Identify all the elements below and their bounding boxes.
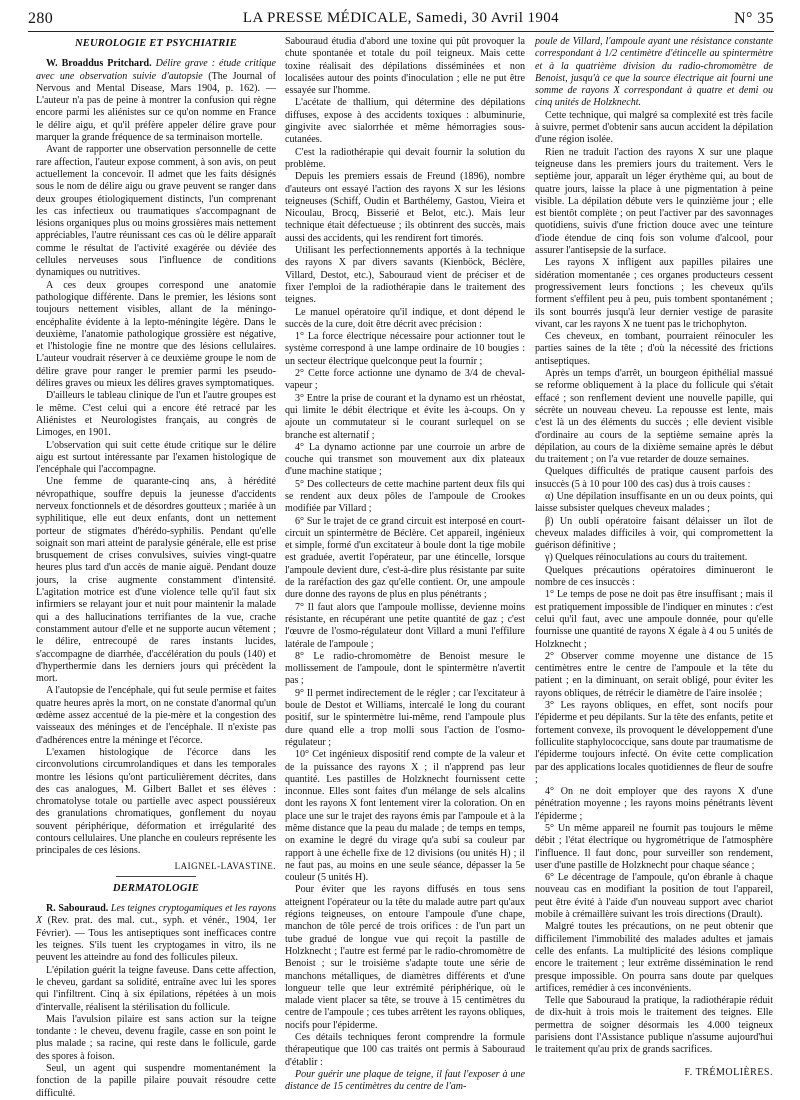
column-1	[36, 36, 277, 1099]
paragraph: Utilisant les perfectionnements apportés à la technique des rayons X par divers savants (Kienböck, Béclère, Villard, Destot, etc.), Sabouraud vient de préciser et de fixer l'emploi de la radiothérapie dans le traitement des teignes.	[285, 245, 525, 306]
paragraph: 1° Le temps de pose ne doit pas être insuffisant ; mais il est pratiquement impossible de l'indiquer en minutes : c'est celui qu'il faut, avec une ampoule donnée, pour qu'elle fournisse une quantité de rayons X égale à 4 ou 5 unités de Holzknecht ;	[535, 589, 773, 650]
paragraph: Depuis les premiers essais de Freund (1896), nombre d'auteurs ont essayé l'action des rayons X sur les lésions teigneuses (Schiff, Oudin et Barthélemy, Gastou, Vieira et Nicoulau, Brocq, Bisserié et Belot, etc.). Mais leur technique était défectueuse ; ils obtinrent des succès, mais aussi des accidents, qui les rendirent fort timorés.	[285, 171, 525, 244]
paragraph: 6° Sur le trajet de ce grand circuit est interposé en court-circuit un spintermètre de Béclère. Cet appareil, ingénieux et simple, formé d'un excitateur à boule dont la tige mobile est graduée, avertit l'opérateur, par une étincelle, lorsque l'ampoule devient dure, c'est-à-dire plus résistante par suite de la raréfaction des gaz qu'elle contient. Or, une ampoule dure donne des rayons de plus en plus pénétrants ;	[285, 515, 525, 601]
paragraph: Pour guérir une plaque de teigne, il faut l'exposer à une distance de 15 centimètres du centre de l'am-	[285, 1068, 525, 1093]
paragraph: Après un temps d'arrêt, un bourgeon épithélial massué se reforme obliquement à la place du follicule qui s'était effacé ; son renflement devient une nouvelle papille, qui sécrète un nouveau cheveu. La repousse est lente, mais c'est là un des éléments du succès ; elle devient visible d'ordinaire au cours de la septième semaine après la dépilation, au cours de la dixième semaine après le début du traitement ; on l'a vue retarder de douze semaines.	[535, 368, 773, 466]
section-heading: DERMATOLOGIE	[112, 882, 200, 894]
paragraph: A ces deux groupes correspond une anatomie pathologique différente. Dans le premier, les lésions sont toujours nettement visibles, allant de la méningo-encéphalite évidente à la lepto-méningite légère. Dans le deuxième, l'anatomie pathologique grossière est négative, et l'histologie fine ne montre que des lésions cellulaires. L'auteur voudrait réserver à ce deuxième groupe le nom de délire grave pour ranger le premier parmi les pseudo-délires graves ou mieux les délires graves symptomatiques.	[36, 279, 276, 390]
signature: LAIGNEL-LAVASTINE.	[174, 860, 276, 871]
paragraph: Le manuel opératoire qu'il indique, et dont dépend le succès de la cure, doit être décrit avec précision :	[285, 306, 525, 330]
ref-title: Les teignes cryptogamiques et les rayons X	[36, 903, 276, 927]
page-header	[28, 10, 774, 30]
paragraph: 8° Le radio-chromomètre de Benoist mesure le mollissement de l'ampoule, dont le spintermètre n'avertit pas ;	[285, 650, 525, 687]
paragraph: Une femme de quarante-cinq ans, à hérédité névropathique, souffre depuis la jeunesse d'accidents nerveux fonctionnels et de désordres goutteux ; mariée à un syphilitique, elle eut deux enfants, dont un nettement porteur de stigmates d'hérédo-syphilis. Pendant qu'elle soignait son mari atteint de paralysie générale, elle est prise brusquement de crises convulsives, suivies vingt-quatre heures plus tard d'un accès de manie aiguë. Pendant douze jours, la crise augmente constamment d'intensité. L'agitation motrice est d'une violence telle qu'il faut six infirmiers se relayant jour et nuit pour maintenir la malade qui a des hallucinations terrifiantes de la vue, crache constamment autour d'elle et ne supporte aucun vêtement ; le délire, entrecoupé de rares instants lucides, s'accompagne de diarrhée, d'accélération du pouls (140) et d'hyperthermie dans les derniers jours qui précèdent la mort.	[36, 476, 276, 685]
paragraph: 5° Un même appareil ne fournit pas toujours le même débit ; l'état électrique ou hygrométrique de l'atmosphère l'influence. Il faut donc, pour surveiller son rendement, user d'une pastille de Holzknecht pour chaque séance ;	[535, 823, 773, 871]
paragraph: Quelques difficultés de pratique causent parfois des insuccès (5 à 10 pour 100 des cas) dus à trois causes :	[535, 466, 773, 490]
paragraph: A l'autopsie de l'encéphale, qui fut seule permise et faites quatre heures après la mort, on ne constate d'anormal qu'un œdème assez accentué de la pie-mère et la congestion des vaisseaux des méninges et de l'encéphale. Il n'existe pas d'adhérences entre la méninge et l'écorce.	[36, 685, 276, 746]
paragraph: 9° Il permet indirectement de le régler ; car l'excitateur à boule de Destot et Williams, intercalé le long du courant positif, sur le spintermètre lui-même, rend l'ampoule plus dure quand elle a trop molli sous l'action de l'osmo-régulateur ;	[285, 687, 525, 748]
paragraph: 4° On ne doit employer que des rayons X d'une pénétration moyenne ; les rayons moins pénétrants lèvent l'épiderme ;	[535, 786, 773, 822]
page-number: 280	[28, 10, 54, 27]
paragraph: 7° Il faut alors que l'ampoule mollisse, devienne moins résistante, en récupérant une petite quantité de gaz ; c'est l'œuvre de l'osmo-régulateur dont Villard a muni l'effilure latérale de l'ampoule ;	[285, 601, 525, 650]
header-rule	[28, 31, 774, 32]
paragraph: 10° Cet ingénieux dispositif rend compte de la valeur et de la puissance des rayons X ; il n'apprend pas leur quantité. Les pastilles de Holzknecht fournissent cette inconnue. Elles sont faites d'un mélange de sels alcalins dont les rayons X font lentement virer la coloration. On en place une sur le trajet des rayons émis par l'ampoule et à la même distance que la peau du malade ; de temps en temps, on examine le degré du virage qu'a subi sa couleur par rapport à une échelle fixe de 12 divisions (ou unités H) ; il ne faut pas, au moins en une seule séance, dépasser la 5e couleur (5 unités H).	[285, 749, 525, 884]
paragraph: 5° Des collecteurs de cette machine partent deux fils qui se rendent aux deux pôles de l'ampoule de Crookes modifiée par Villard ;	[285, 478, 525, 515]
paragraph: 2° Observer comme moyenne une distance de 15 centimètres entre le centre de l'ampoule et la tête du patient ; en la diminuant, on serait obligé, pour éviter les rayons obliques, de rétrécir le diamètre de l'aire insolée ;	[535, 650, 773, 699]
paragraph: 3° Entre la prise de courant et la dynamo est un rhéostat, qui limite le débit électrique et évite les à-coups. On y ajoute un commutateur si le courant surlequel on se branche est alternatif ;	[285, 392, 525, 441]
paragraph: Pour éviter que les rayons diffusés en tous sens atteignent l'opérateur ou la tête du malade autre part qu'aux régions teigneuses, on entoure l'ampoule d'une chape, manchon de tôle percé de trois orifices : de l'un part un tube gradué de longue vue qui reçoit la pastille de Holzknecht ; l'autre est fermé par le radio-chromomètre de Benoist ; sur le troisième s'adapte toute une série de manchons métalliques, de diamètres différents et d'une longueur telle que leur extrémité périphérique, où le malade vient placer sa tête, se trouve à 15 centimètres du centre de l'ampoule ; ces tubes arrêtent les rayons obliques, nocifs pour l'épiderme.	[285, 884, 525, 1031]
paragraph: 2° Cette force actionne une dynamo de 3/4 de cheval-vapeur ;	[285, 368, 525, 392]
paragraph: Cette technique, qui malgré sa complexité est très facile à suivre, permet d'obtenir sans aucun accident la dépilation d'une région isolée.	[535, 109, 773, 146]
column-3	[535, 36, 773, 1076]
paragraph: Mais l'avulsion pilaire est sans action sur la teigne tondante : le cheveu, devenu fragile, casse en son point le plus malade ; sa racine, qui reste dans le follicule, garde des spores à foison.	[36, 1013, 276, 1062]
paragraph: Seul, un agent qui suspendre momentanément la fonction de la papille pilaire pouvait résoudre cette difficulté.	[36, 1063, 276, 1099]
paragraph: 1° La force électrique nécessaire pour actionner tout le système correspond à une lampe ordinaire de 10 bougies : un secteur électrique quelconque peut la fournir ;	[285, 331, 525, 367]
ref-title: Délire grave : étude critique avec une observation suivie d'autopsie	[36, 58, 276, 82]
ref-author: W. Broaddus Pritchard.	[46, 58, 152, 70]
section-divider	[116, 876, 196, 877]
paragraph: L'examen histologique de l'écorce dans les circonvolutions circumrolandiques et dans les temporales montre les lésions qu'ont particulièrement décrites, dans des cas analogues, M. Gilbert Ballet et ses élèves : chromatolyse totale ou partielle avec aspect poussiéreux des granulations chromatiques, gonflement du noyau souvent périphérique, déformation et irrégularité des contours cellulaires. Une planche en couleurs représente les principales de ces lésions.	[36, 746, 276, 857]
reference-entry	[36, 903, 276, 964]
paragraph: Quelques précautions opératoires diminueront le nombre de ces insuccès :	[535, 564, 773, 589]
paragraph: Les rayons X infligent aux papilles pilaires une sidération momentanée ; ces organes producteurs cessent progressivement leurs fonctions ; les cheveux qu'ils forment s'effilent peu à peu, puis tombent spontanément ; ils sont bourrés jusqu'à leur dernier vestige de parasite vivant, car les rayons X ne tuent pas le trichophyton.	[535, 257, 773, 330]
paragraph: Sabouraud étudia d'abord une toxine qui pût provoquer la chute spontanée et totale du poil teigneux. Mais cette toxine réalisait des dépilations disséminées et non localisées autour des points d'inoculation ; elle ne put être essayée sur l'homme.	[285, 36, 525, 97]
ref-text: (Rev. prat. des mal. cut., syph. et vénér., 1904, 1er Février). — Tous les antiseptiques sont inefficaces contre les teignes. S'ils tuent les cryptogames in vitro, ils ne peuvent les atteindre au fond des follicules pileux.	[36, 915, 276, 964]
paragraph: L'observation qui suit cette étude critique sur le délire aigu est surtout intéressante par l'examen histologique de l'encéphale qui l'accompagne.	[36, 439, 276, 476]
paragraph: β) Un oubli opératoire faisant délaisser un îlot de cheveux malades difficiles à voir, qui compromettent la guérison définitive ;	[535, 515, 773, 552]
column-2	[285, 36, 525, 1093]
paragraph: 4° La dynamo actionne par une courroie un arbre de couche qui transmet son mouvement aux dix plateaux d'une machine statique ;	[285, 441, 525, 478]
section-heading: NEUROLOGIE ET PSYCHIATRIE	[75, 38, 237, 49]
paragraph: α) Une dépilation insuffisante en un ou deux points, qui laisse subsister quelques cheveux malades ;	[535, 490, 773, 515]
paragraph: poule de Villard, l'ampoule ayant une résistance constante correspondant à 1/2 centimètre d'étincelle au spintermètre et à la quatrième division du radio-chromomètre de Benoist, jusqu'à ce que la source électrique ait fourni une somme de rayons X correspondant à quatre et demi ou cinq unités de Holzknecht.	[535, 36, 773, 109]
paragraph: 6° Le décentrage de l'ampoule, qu'on ébranle à chaque nouveau cas en modifiant la position de tout l'appareil, peut être évité à l'aide d'un nouveau support avec chariot mobile à crémaillère suivant les trois directions (Drault).	[535, 872, 773, 921]
journal-title: LA PRESSE MÉDICALE, Samedi, 30 Avril 1904	[242, 10, 560, 26]
paragraph: C'est la radiothérapie qui devait fournir la solution du problème.	[285, 146, 525, 170]
paragraph: Telle que Sabouraud la pratique, la radiothérapie réduit de dix-huit à trois mois le traitement des teignes. Elle permettra de soigner désormais les 4.000 teigneux parisiens dont l'Assistance publique n'assume aujourd'hui le traitement qu'au prix de grands sacrifices.	[535, 995, 773, 1056]
paragraph: 3° Les rayons obliques, en effet, sont nocifs pour l'épiderme et peu dépilants. Sur la tête des enfants, petite et fortement convexe, ils provoquent le développement d'une folliculite staphylococcique, sans doute par traumatisme de l'épiderme toujours infecté. On évite cette complication par des applications locales quotidiennes de fleur de soufre ;	[535, 700, 773, 785]
ref-author: R. Sabouraud.	[46, 903, 109, 915]
paragraph: Malgré toutes les précautions, on ne peut obtenir que difficilement l'immobilité des malades adultes et jamais celle des enfants. La multiplicité des lésions complique encore le traitement ; leur extrême dissémination le rend presque impossible. On pourra sans doute par quelques artifices, remédier à ces inconvénients.	[535, 921, 773, 994]
paragraph: Rien ne traduit l'action des rayons X sur une plaque teigneuse dans les premiers jours du traitement. Vers le septième jour, apparaît un léger érythème qui, au bout de quatre jours, laisse la place à une pigmentation à peine visible. La dépilation débute vers le quinzième jour ; elle est bientôt complète ; on peut l'activer par des savonnages quotidiens, suivis d'une friction douce avec une teinture d'iode étendue de cinq fois son volume d'alcool, pour assurer l'antisepsie de la surface.	[535, 146, 773, 257]
signature: F. TRÉMOLIÈRES.	[684, 1066, 773, 1078]
paragraph: Avant de rapporter une observation personnelle de cette rare affection, l'auteur expose comment, à son avis, on peut actuellement la concevoir. Il admet que les faits désignés sous le nom de délire aigu ou grave peuvent se ranger dans deux groupes étiologiquement distincts, l'un comprenant les cas infectieux ou traumatiques s'accompagnant de lésions organiques plus ou moins grossières mais nettement appréciables, l'autre réunissant ces cas où le délire apparaît comme le résultat de l'activité exagérée ou déviée des cellules nerveuses sous l'influence de conditions dynamiques ou nutritives.	[36, 144, 276, 279]
paragraph: γ) Quelques réinoculations au cours du traitement.	[545, 552, 748, 564]
reference-entry	[36, 58, 276, 144]
paragraph: L'épilation guérit la teigne faveuse. Dans cette affection, le cheveu, gardant sa solidité, entraîne avec lui les spores qui l'infiltrent. Cinq à six épilations, répétées à un mois d'intervalle, réalisent la stérilisation du follicule.	[36, 964, 276, 1013]
paragraph: L'acétate de thallium, qui détermine des dépilations diffuses, expose à des accidents toxiques : albuminurie, gingivite avec sialorrhée et même hémorragies sous-cutanées.	[285, 97, 525, 146]
paragraph: Ces cheveux, en tombant, pourraient réinoculer les parties saines de la tête ; d'où la nécessité des frictions antiseptiques.	[535, 331, 773, 367]
paragraph: D'ailleurs le tableau clinique de l'un et l'autre groupes est le même. C'est celui qui a encore été retracé par les Aliénistes et Neurologistes français, au congrès de Limoges, en 1901.	[36, 390, 276, 439]
ref-text: (The Journal of Nervous and Mental Disease, Mars 1904, p. 162). — L'auteur n'a pas de peine à montrer la confusion qui règne encore parmi les aliénistes sur ce qu'on nomme en France le délire aigu, et qu'il préfère appeler délire grave pour marquer la grande fréquence de sa terminaison mortelle.	[36, 70, 277, 144]
paragraph: Ces détails techniques feront comprendre la formule thérapeutique que 100 cas traités ont permis à Sabouraud d'établir :	[285, 1032, 525, 1068]
issue-number: N° 35	[734, 10, 774, 27]
